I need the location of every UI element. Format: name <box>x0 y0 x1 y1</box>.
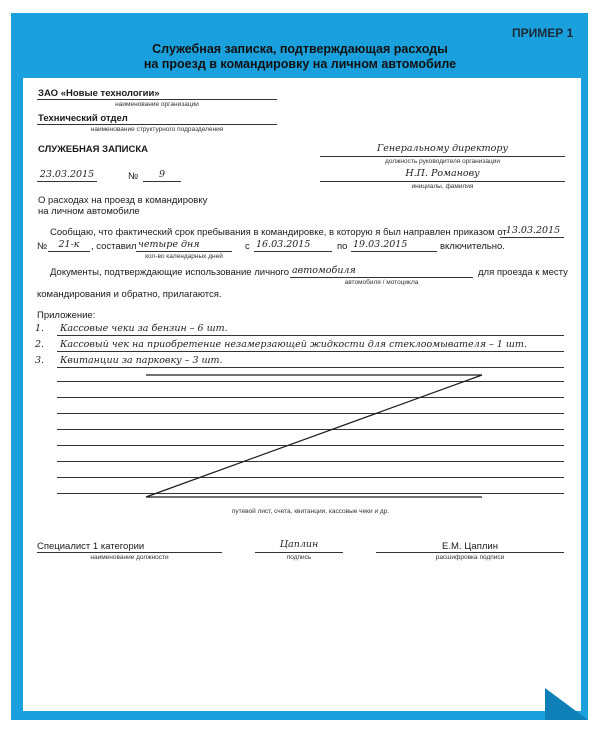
order-number-sign: № <box>37 241 48 252</box>
attachment-1-number: 1. <box>35 323 45 334</box>
title-line-2: на проезд в командировку на личном автомобиле <box>143 57 457 71</box>
signer-signature: Цаплин <box>279 539 319 550</box>
attachment-2-number: 2. <box>35 339 45 350</box>
signer-name-caption: расшифровка подписи <box>435 554 505 561</box>
body-paragraph-2: Документы, подтверждающие использование личного <box>50 267 290 278</box>
attachment-2-text: Кассовый чек на приобретение незамерзающей жидкости для стеклоомывателя – 1 шт. <box>60 339 527 350</box>
addressee-position-caption: должность руководителя организации <box>385 158 500 165</box>
vehicle-caption: автомобиля / мотоцикла <box>344 279 419 286</box>
org-name-caption: наименование организации <box>115 101 199 108</box>
attachments-label: Приложение: <box>37 310 96 321</box>
attachment-3-number: 3. <box>35 355 45 366</box>
to-label: по <box>337 241 348 252</box>
from-label: с <box>245 241 250 252</box>
signer-position-caption: наименование должности <box>90 554 169 561</box>
attachment-1-text: Кассовые чеки за бензин – 6 шт. <box>60 323 228 334</box>
subject-line-2: на личном автомобиле <box>38 206 140 217</box>
order-number: 21-к <box>58 239 80 250</box>
example-label: ПРИМЕР 1 <box>512 26 574 40</box>
signer-name: Е.М. Цаплин <box>442 541 498 552</box>
order-date: 13.03.2015 <box>505 225 561 236</box>
dept-caption: наименование структурного подразделения <box>90 126 224 133</box>
vehicle-type: автомобиля <box>292 265 356 276</box>
dept-name: Технический отдел <box>38 113 128 124</box>
memo-number: 9 <box>158 169 166 180</box>
addressee-name: Н.П. Романову <box>405 168 480 179</box>
from-date: 16.03.2015 <box>256 239 311 250</box>
inclusive-text: включительно. <box>440 241 505 252</box>
signature-line <box>255 552 343 553</box>
days-count: четыре дня <box>138 239 200 250</box>
addressee-position: Генеральному директору <box>377 143 508 154</box>
composed-text: , составил <box>91 241 137 252</box>
attachment-3-text: Квитанции за парковку – 3 шт. <box>60 355 223 366</box>
number-label: № <box>128 171 139 182</box>
signature-caption: подпись <box>286 554 312 561</box>
to-date: 19.03.2015 <box>353 239 408 250</box>
subject-line-1: О расходах на проезд в командировку <box>38 195 208 206</box>
memo-date: 23.03.2015 <box>39 169 95 180</box>
signer-position: Специалист 1 категории <box>37 541 145 552</box>
addressee-name-caption: инициалы, фамилия <box>411 183 474 190</box>
days-caption: кол-во календарных дней <box>145 253 223 260</box>
doc-type: СЛУЖЕБНАЯ ЗАПИСКА <box>38 144 149 155</box>
attachments-caption: путевой лист, счета, квитанции, кассовые чеки и др. <box>231 508 390 515</box>
org-name: ЗАО «Новые технологии» <box>38 88 160 99</box>
signer-position-line <box>37 552 222 553</box>
paragraph-2-line-2: командирования и обратно, прилагаются. <box>37 289 222 300</box>
paragraph-2-tail: для проезда к месту <box>478 267 568 278</box>
title-line-1: Служебная записка, подтверждающая расходы <box>152 42 448 56</box>
body-paragraph-1: Сообщаю, что фактический срок пребывания в командировке, в которую я был направлен приказом от <box>50 227 507 238</box>
signer-name-line <box>376 552 564 553</box>
